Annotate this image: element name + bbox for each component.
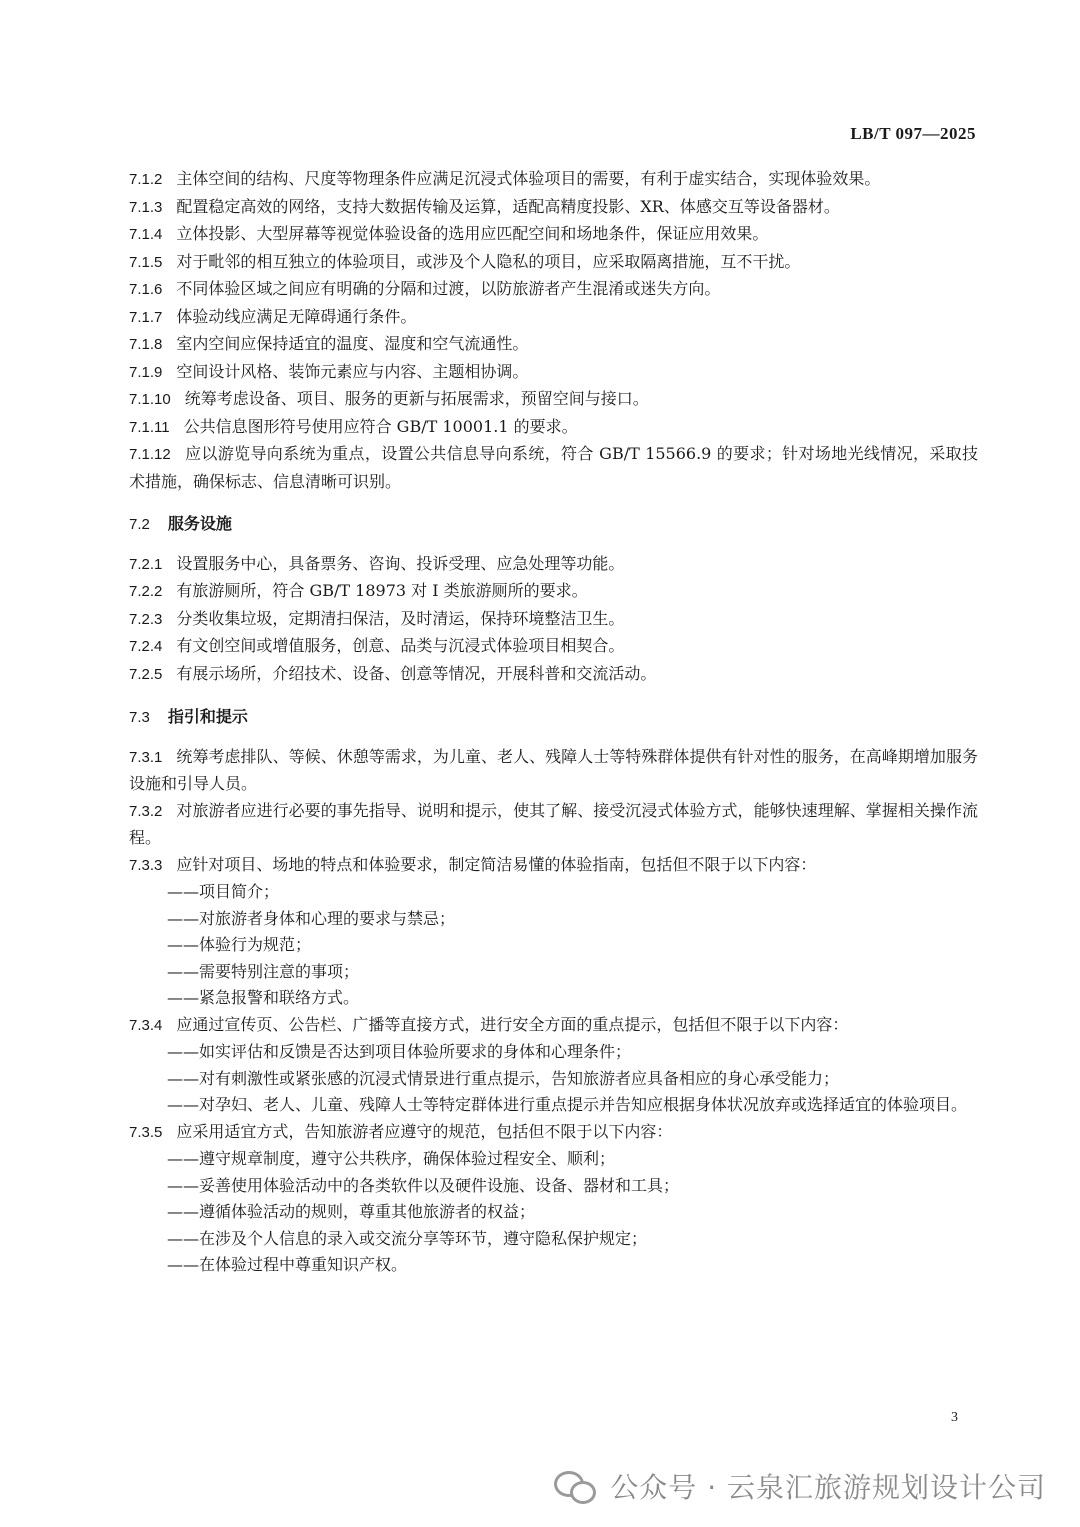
section-number: 7.3 (129, 709, 150, 726)
clause-7-1-12 (129, 441, 978, 495)
clause-text: 对旅游者应进行必要的事先指导、说明和提示，使其了解、接受沉浸式体验方式，能够快速理解、掌握相关操作流程。 (129, 800, 978, 847)
clause-number: 7.3.3 (129, 856, 163, 874)
list-item: ——在涉及个人信息的录入或交流分享等环节，遵守隐私保护规定； (167, 1228, 648, 1248)
clause-text: 公共信息图形符号使用应符合 GB/T 10001.1 的要求。 (183, 416, 578, 436)
clause-7-2-1 (129, 551, 978, 579)
list-item: ——在体验过程中尊重知识产权。 (167, 1255, 408, 1274)
list-item: ——如实评估和反馈是否达到项目体验所要求的身体和心理条件； (167, 1042, 632, 1061)
clause-7-2-2 (129, 578, 978, 606)
clause-number: 7.1.7 (129, 308, 163, 326)
section-title: 服务设施 (167, 514, 232, 533)
section-number: 7.2 (129, 516, 150, 533)
clause-number: 7.2.5 (129, 665, 163, 683)
clause-7-1-2 (129, 166, 978, 194)
clause-number: 7.1.9 (129, 363, 163, 381)
clause-number: 7.3.1 (129, 748, 163, 766)
clause-text: 分类收集垃圾，定期清扫保洁，及时清运，保持环境整洁卫生。 (176, 608, 625, 628)
clause-text: 主体空间的结构、尺度等物理条件应满足沉浸式体验项目的需要，有利于虚实结合，实现体验效果。 (176, 169, 881, 188)
wechat-icon (554, 1469, 596, 1503)
clause-number: 7.1.5 (129, 253, 163, 271)
clause-text: 应通过宣传页、公告栏、广播等直接方式，进行安全方面的重点提示，包括但不限于以下内容： (176, 1014, 849, 1034)
clause-number: 7.1.8 (129, 336, 163, 353)
clause-7-1-6 (129, 276, 978, 304)
list-item: ——遵守规章制度，遵守公共秩序，确保体验过程安全、顺利； (167, 1149, 616, 1168)
list-item: ——对有刺激性或紧张感的沉浸式情景进行重点提示，告知旅游者应具备相应的身心承受能力； (167, 1068, 840, 1088)
list-item: ——体验行为规范； (167, 935, 312, 954)
list-item: ——妥善使用体验活动中的各类软件以及硬件设施、设备、器材和工具； (167, 1175, 680, 1195)
clause-number: 7.3.4 (129, 1016, 163, 1034)
clause-number: 7.2.3 (129, 610, 163, 628)
clause-number: 7.3.5 (129, 1123, 163, 1141)
clause-number: 7.2.1 (129, 555, 163, 573)
clause-text: 应以游览导向系统为重点，设置公共信息导向系统，符合 GB/T 15566.9 的要求；针对场地光线情况，采取技术措施，确保标志、信息清晰可识别。 (129, 444, 978, 491)
clause-number: 7.1.2 (129, 171, 163, 188)
list-item: ——需要特别注意的事项； (167, 961, 360, 981)
clause-number: 7.2.4 (129, 638, 163, 655)
document-code: LB/T 097—2025 (850, 124, 976, 143)
watermark-bar (0, 1450, 1080, 1527)
clause-text: 体验动线应满足无障碍通行条件。 (176, 306, 417, 326)
clause-number: 7.3.2 (129, 802, 163, 820)
clause-text: 应采用适宜方式，告知旅游者应遵守的规范，包括但不限于以下内容： (176, 1121, 673, 1141)
clause-7-3-3 (129, 852, 978, 880)
clause-7-1-4 (129, 221, 978, 249)
list-item: ——遵循体验活动的规则，尊重其他旅游者的权益； (167, 1202, 536, 1221)
clause-7-2-4 (129, 633, 978, 661)
clause-text: 统筹考虑设备、项目、服务的更新与拓展需求，预留空间与接口。 (184, 389, 649, 408)
clause-number: 7.1.12 (129, 446, 171, 463)
section-heading-7-3 (129, 704, 978, 732)
clause-text: 有旅游厕所，符合 GB/T 18973 对 Ⅰ 类旅游厕所的要求。 (176, 581, 588, 600)
page-number: 3 (951, 1410, 958, 1425)
clause-7-1-7 (129, 304, 978, 332)
clause-text: 空间设计风格、装饰元素应与内容、主题相协调。 (176, 361, 529, 381)
list-item: ——对旅游者身体和心理的要求与禁忌； (167, 908, 456, 928)
clause-text: 应针对项目、场地的特点和体验要求，制定简洁易懂的体验指南，包括但不限于以下内容： (176, 854, 817, 874)
list-item: ——对孕妇、老人、儿童、残障人士等特定群体进行重点提示并告知应根据身体状况放弃或选择适宜的体验项目。 (167, 1095, 968, 1114)
section-heading-7-2 (129, 511, 978, 539)
document-body (129, 166, 978, 1279)
clause-text: 室内空间应保持适宜的温度、湿度和空气流通性。 (176, 334, 529, 353)
clause-number: 7.1.4 (129, 226, 163, 243)
clause-text: 有展示场所，介绍技术、设备、创意等情况，开展科普和交流活动。 (176, 663, 657, 683)
clause-7-1-3 (129, 194, 978, 222)
clause-number: 7.1.3 (129, 198, 163, 216)
watermark (554, 1466, 1046, 1506)
clause-text: 设置服务中心，具备票务、咨询、投诉受理、应急处理等功能。 (176, 553, 625, 573)
list-item: ——紧急报警和联络方式。 (167, 988, 360, 1007)
clause-7-3-2 (129, 798, 978, 852)
clause-text: 配置稳定高效的网络，支持大数据传输及运算，适配高精度投影、XR、体感交互等设备器材。 (176, 196, 840, 216)
watermark-text: 公众号 · 云泉汇旅游规划设计公司 (610, 1471, 1046, 1504)
clause-text: 有文创空间或增值服务，创意、品类与沉浸式体验项目相契合。 (176, 636, 625, 655)
clause-text: 统筹考虑排队、等候、休憩等需求，为儿童、老人、残障人士等特殊群体提供有针对性的服务，在高峰期增加服务设施和引导人员。 (129, 746, 978, 793)
clause-number: 7.1.11 (129, 418, 170, 436)
clause-7-2-5 (129, 661, 978, 689)
clause-number: 7.1.10 (129, 391, 171, 408)
clause-text: 不同体验区域之间应有明确的分隔和过渡，以防旅游者产生混淆或迷失方向。 (176, 279, 721, 298)
clause-number: 7.1.6 (129, 281, 163, 298)
section-title: 指引和提示 (167, 707, 248, 726)
clause-7-1-11 (129, 414, 978, 442)
clause-7-3-1 (129, 744, 978, 798)
clause-7-1-5 (129, 249, 978, 277)
clause-number: 7.2.2 (129, 583, 163, 600)
list-item: ——项目简介； (167, 882, 280, 901)
clause-text: 立体投影、大型屏幕等视觉体验设备的选用应匹配空间和场地条件，保证应用效果。 (176, 224, 769, 243)
clause-7-2-3 (129, 606, 978, 634)
clause-7-3-5 (129, 1119, 978, 1147)
clause-7-1-8 (129, 331, 978, 359)
clause-7-3-4 (129, 1012, 978, 1040)
clause-7-1-10 (129, 386, 978, 414)
clause-text: 对于毗邻的相互独立的体验项目，或涉及个人隐私的项目，应采取隔离措施，互不干扰。 (176, 251, 801, 271)
clause-7-1-9 (129, 359, 978, 387)
